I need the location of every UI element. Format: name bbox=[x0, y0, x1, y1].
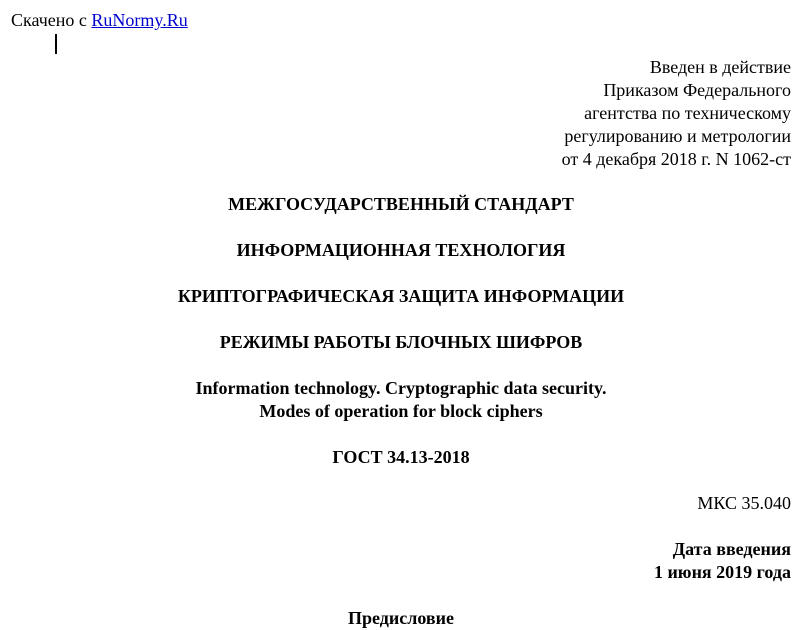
english-title-line1: Information technology. Cryptographic data security. bbox=[195, 378, 607, 398]
approval-line: агентства по техническому bbox=[584, 103, 791, 123]
approval-line: Приказом Федерального bbox=[603, 80, 791, 100]
source-line bbox=[11, 9, 188, 32]
modes-title: РЕЖИМЫ РАБОТЫ БЛОЧНЫХ ШИФРОВ bbox=[219, 332, 583, 352]
crypto-title: КРИПТОГРАФИЧЕСКАЯ ЗАЩИТА ИНФОРМАЦИИ bbox=[177, 286, 625, 306]
text-cursor bbox=[55, 34, 57, 54]
source-prefix: Скачено с bbox=[11, 10, 92, 30]
intro-date-label: Дата введения bbox=[672, 539, 791, 559]
approval-line: Введен в действие bbox=[649, 57, 791, 77]
approval-block bbox=[562, 56, 791, 171]
approval-line: регулированию и метрологии bbox=[564, 126, 791, 146]
mks-code: МКС 35.040 bbox=[697, 493, 791, 513]
english-title-line2: Modes of operation for block ciphers bbox=[259, 401, 543, 421]
gost-number: ГОСТ 34.13-2018 bbox=[332, 447, 470, 467]
intro-date-value: 1 июня 2019 года bbox=[653, 562, 791, 582]
approval-line: от 4 декабря 2018 г. N 1062-ст bbox=[561, 149, 791, 169]
interstate-standard-title: МЕЖГОСУДАРСТВЕННЫЙ СТАНДАРТ bbox=[228, 194, 574, 214]
source-link[interactable]: RuNormy.Ru bbox=[91, 10, 188, 30]
it-title: ИНФОРМАЦИОННАЯ ТЕХНОЛОГИЯ bbox=[236, 240, 566, 260]
foreword-heading: Предисловие bbox=[348, 608, 454, 628]
